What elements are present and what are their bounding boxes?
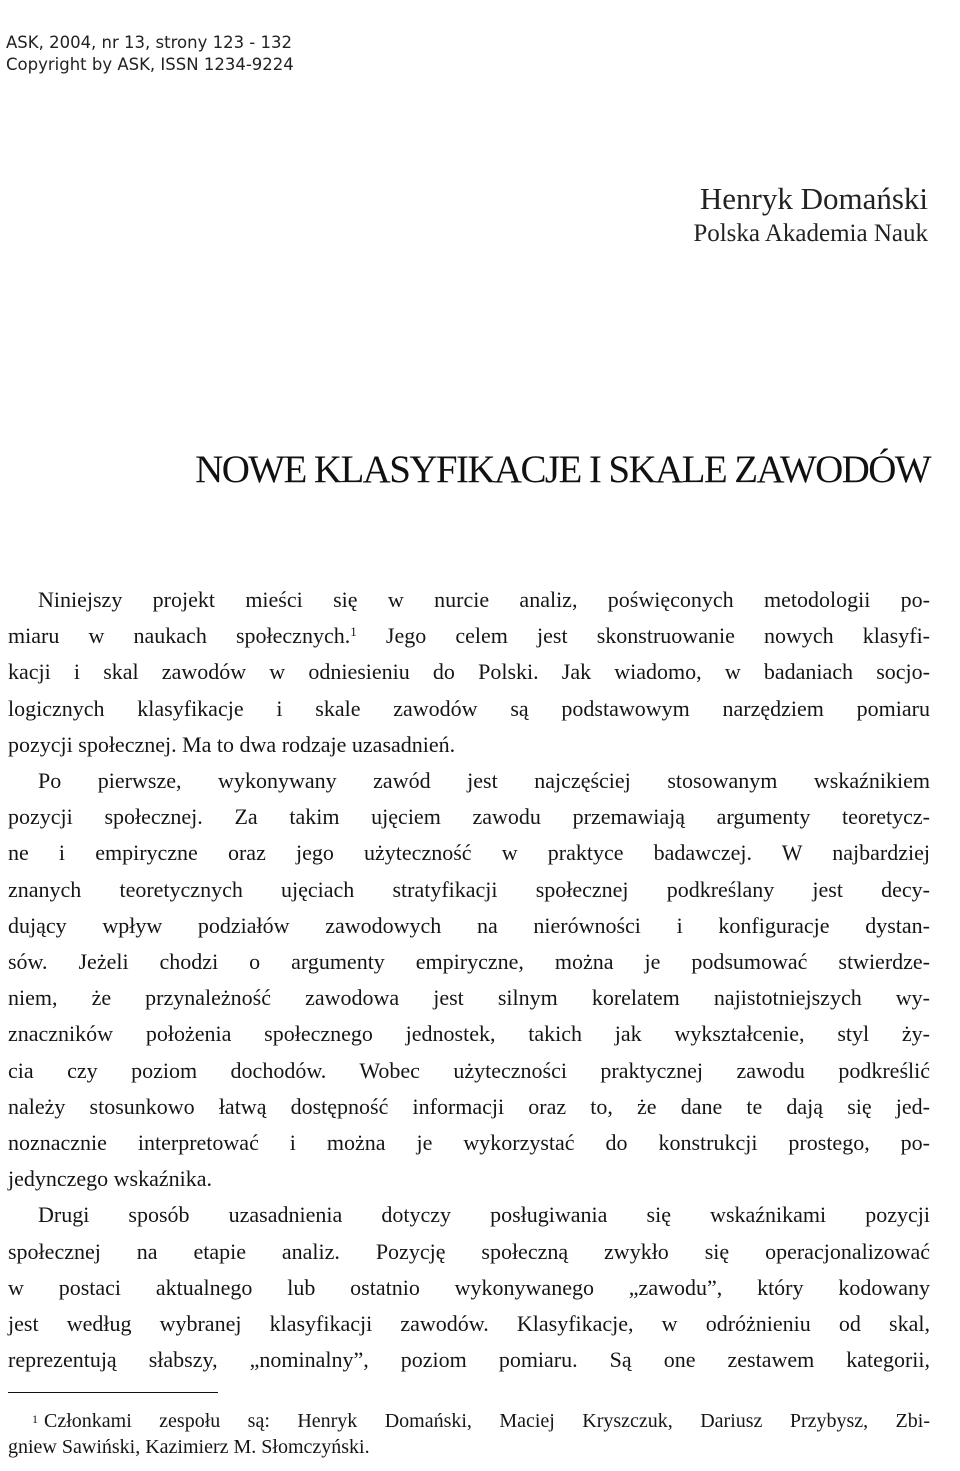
text-line: cia czy poziom dochodów. Wobec użyteczności praktycznej zawodu podkreślić	[8, 1057, 930, 1083]
paragraph-3	[8, 1197, 930, 1378]
text-line: ne i empiryczne oraz jego użyteczność w praktyce badawczej. W najbardziej	[8, 840, 930, 866]
footnote-line: gniew Sawiński, Kazimierz M. Słomczyński.	[8, 1436, 370, 1458]
text-line: logicznych klasyfikacje i skale zawodów są podstawowym narzędziem pomiaru	[8, 695, 930, 721]
text-fragment: Jego celem jest skonstruowanie nowych klasyfi-	[356, 623, 931, 649]
text-line: dujący wpływ podziałów zawodowych na nierówności i konfiguracje dystan-	[8, 912, 930, 938]
text-line: pozycji społecznej. Ma to dwa rodzaje uzasadnień.	[8, 731, 456, 757]
footnote-divider	[8, 1392, 218, 1393]
text-line: należy stosunkowo łatwą dostępność informacji oraz to, że dane te dają się jed-	[8, 1093, 930, 1119]
footnote-text: Członkami zespołu są: Henryk Domański, Maciej Kryszczuk, Dariusz Przybysz, Zbi-	[44, 1410, 930, 1432]
citation-line: ASK, 2004, nr 13, strony 123 - 132	[6, 33, 293, 52]
text-line: w postaci aktualnego lub ostatnio wykonywanego „zawodu”, który kodowany	[8, 1274, 930, 1300]
text-line: pozycji społecznej. Za takim ujęciem zawodu przemawiają argumenty teoretycz-	[8, 804, 930, 830]
text-line: Niniejszy projekt mieści się w nurcie analiz, poświęconych metodologii po-	[38, 587, 930, 612]
text-line: reprezentują słabszy, „nominalny”, poziom pomiaru. Są one zestawem kategorii,	[8, 1347, 930, 1373]
text-line: znanych teoretycznych ujęciach stratyfikacji społecznej podkreślany jest decy-	[8, 876, 930, 902]
text-line: noznacznie interpretować i można je wykorzystać do konstrukcji prostego, po-	[8, 1130, 930, 1156]
footnote	[8, 1408, 930, 1460]
author-name: Henryk Domański	[699, 181, 928, 216]
author-affiliation: Polska Akademia Nauk	[693, 220, 928, 247]
text-line: Po pierwsze, wykonywany zawód jest najczęściej stosowanym wskaźnikiem	[38, 768, 930, 794]
text-line: społecznej na etapie analiz. Pozycję społeczną zwykło się operacjonalizować	[8, 1238, 930, 1264]
body-text	[8, 582, 930, 1378]
text-line: niem, że przynależność zawodowa jest silnym korelatem najistotniejszych wy-	[8, 985, 930, 1011]
text-fragment: miaru w naukach społecznych.	[8, 623, 351, 649]
footnote-reference: 1	[350, 624, 357, 640]
text-line: znaczników położenia społecznego jednostek, takich jak wykształcenie, styl ży-	[8, 1021, 930, 1047]
footnote-marker: 1	[32, 1412, 38, 1426]
copyright-line: Copyright by ASK, ISSN 1234-9224	[6, 55, 294, 74]
paragraph-1	[8, 582, 930, 763]
text-line: jest według wybranej klasyfikacji zawodów. Klasyfikacje, w odróżnieniu od skal,	[8, 1311, 930, 1337]
text-line	[8, 618, 930, 654]
author-block	[693, 180, 928, 250]
paragraph-2	[8, 763, 930, 1197]
journal-header	[6, 32, 294, 76]
paper-title: NOWE KLASYFIKACJE I SKALE ZAWODÓW	[195, 448, 930, 491]
footnote-line	[8, 1408, 930, 1434]
text-line: Drugi sposób uzasadnienia dotyczy posługiwania się wskaźnikami pozycji	[38, 1202, 930, 1228]
text-line: kacji i skal zawodów w odniesieniu do Polski. Jak wiadomo, w badaniach socjo-	[8, 659, 930, 685]
text-line: sów. Jeżeli chodzi o argumenty empiryczne, można je podsumować stwierdze-	[8, 949, 930, 975]
text-line: jedynczego wskaźnika.	[8, 1166, 213, 1192]
